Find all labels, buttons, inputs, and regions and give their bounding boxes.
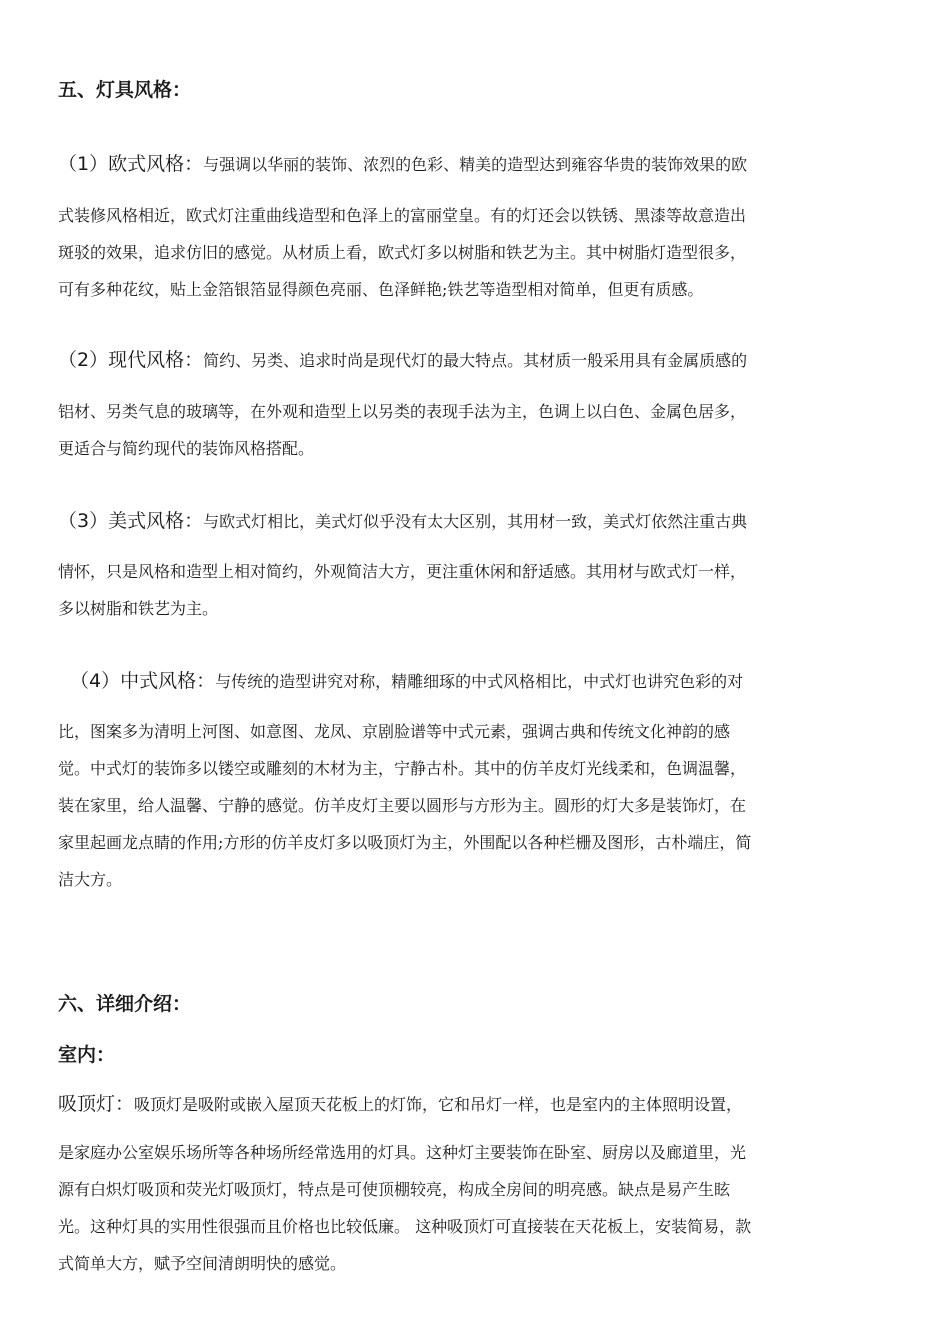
item-line: （2）现代风格：简约、另类、追求时尚是现代灯的最大特点。其材质一般采用具有金属质感的 [58,349,748,371]
item-label: （4）中式风格： [70,670,216,692]
section-5-heading: 五、灯具风格： [58,79,192,101]
item-line: 式简单大方，赋予空间清朗明快的感觉。 [58,1254,347,1273]
item-line: 洁大方。 [58,870,123,889]
style-item-modern-body [58,393,894,467]
item-label: （1）欧式风格： [58,153,204,175]
item-line: 情怀，只是风格和造型上相对简约，外观简洁大方，更注重休闲和舒适感。其用材与欧式灯一样， [58,562,747,581]
section-6-subheading: 室内： [58,1044,116,1066]
item-line: 觉。中式灯的装饰多以镂空或雕刻的木材为主，宁静古朴。其中的仿羊皮灯光线柔和，色调温馨， [58,759,747,778]
item-line: （1）欧式风格：与强调以华丽的装饰、浓烈的色彩、精美的造型达到雍容华贵的装饰效果的欧 [58,153,748,175]
item-line: 装在家里，给人温馨、宁静的感觉。仿羊皮灯主要以圆形与方形为主。圆形的灯大多是装饰灯，在 [58,796,747,815]
style-item-american-body [58,553,894,627]
item-line: （4）中式风格：与传统的造型讲究对称，精雕细琢的中式风格相比，中式灯也讲究色彩的对 [70,670,744,692]
item-line: 吸顶灯：吸顶灯是吸附或嵌入屋顶天花板上的灯饰，它和吊灯一样，也是室内的主体照明设置， [58,1093,743,1115]
item-label: （3）美式风格： [58,510,204,532]
item-line: 源有白炽灯吸顶和荧光灯吸顶灯，特点是可使顶棚较亮，构成全房间的明亮感。缺点是易产生眩 [58,1180,731,1199]
item-line: （3）美式风格：与欧式灯相比，美式灯似乎没有太大区别，其用材一致，美式灯依然注重古典 [58,510,748,532]
style-item-chinese-body [58,713,894,898]
item-line: 家里起画龙点睛的作用;方形的仿羊皮灯多以吸顶灯为主，外围配以各种栏栅及图形，古朴端庄，简 [58,833,752,852]
style-item-chinese [70,663,894,700]
item-line: 式装修风格相近，欧式灯注重曲线造型和色泽上的富丽堂皇。有的灯还会以铁锈、黑漆等故意造出 [58,206,747,225]
item-line: 比，图案多为清明上河图、如意图、龙凤、京剧脸谱等中式元素，强调古典和传统文化神韵的感 [58,722,731,741]
item-label: （2）现代风格： [58,349,204,371]
style-item-american [58,503,894,540]
section-6-heading: 六、详细介绍： [58,993,192,1015]
item-line: 是家庭办公室娱乐场所等各种场所经常选用的灯具。这种灯主要装饰在卧室、厨房以及廊道里，光 [58,1143,747,1162]
item-label: 吸顶灯： [58,1093,135,1115]
ceiling-light-item [58,1086,894,1123]
ceiling-light-body [58,1134,894,1282]
item-line: 更适合与简约现代的装饰风格搭配。 [58,439,315,458]
item-line: 光。这种灯具的实用性很强而且价格也比较低廉。 这种吸顶灯可直接装在天花板上，安装简易，款 [58,1217,752,1236]
style-item-european [58,146,894,183]
item-line: 多以树脂和铁艺为主。 [58,599,219,618]
item-line: 斑驳的效果，追求仿旧的感觉。从材质上看，欧式灯多以树脂和铁艺为主。其中树脂灯造型很多， [58,243,747,262]
style-item-modern [58,342,894,379]
item-line: 铝材、另类气息的玻璃等，在外观和造型上以另类的表现手法为主，色调上以白色、金属色居多， [58,402,747,421]
style-item-european-body [58,197,894,308]
item-line: 可有多种花纹，贴上金箔银箔显得颜色亮丽、色泽鲜艳;铁艺等造型相对简单，但更有质感。 [58,280,704,299]
